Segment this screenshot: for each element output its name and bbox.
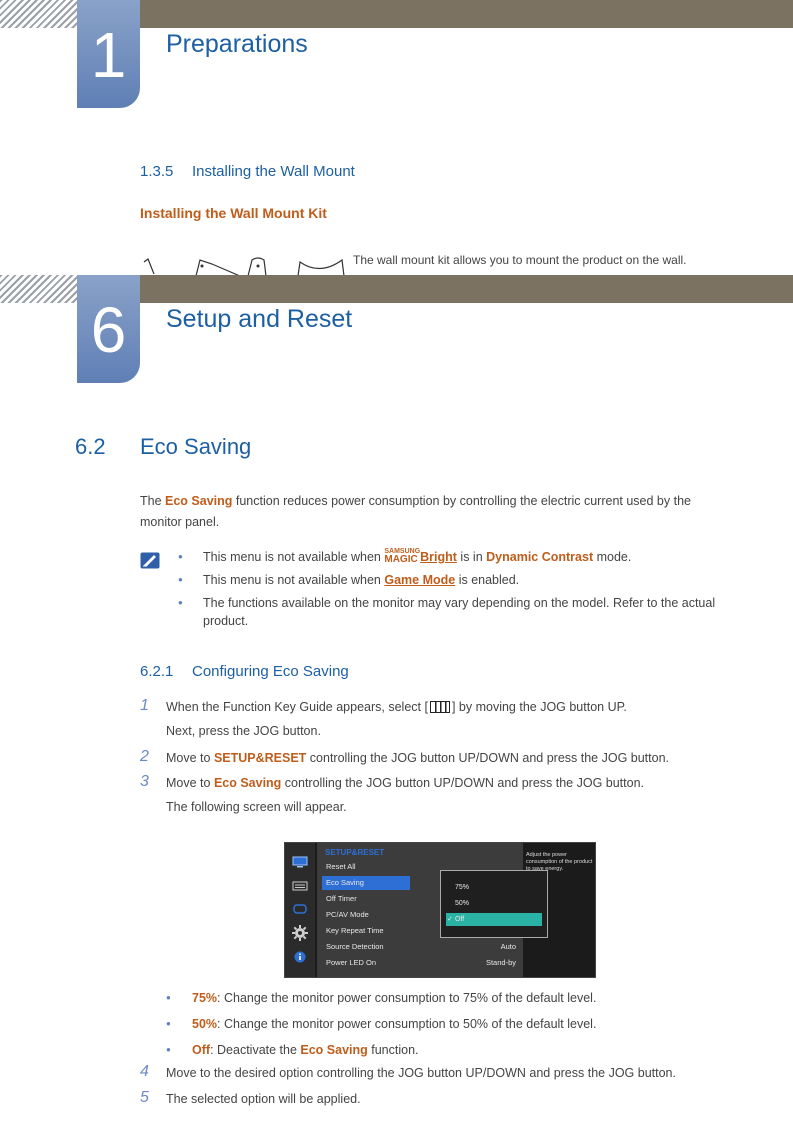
osd-item-power-led-on[interactable]: Power LED On Stand-by [326, 958, 516, 967]
osd-item-off-timer[interactable]: Off Timer [326, 894, 357, 903]
section-heading-1-3-5 [140, 163, 355, 180]
chapter-number: 6 [90, 294, 127, 366]
chapter-number: 1 [90, 19, 127, 91]
osd-item-source-detection[interactable]: Source Detection Auto [326, 942, 516, 951]
keyboard-icon [292, 880, 308, 892]
option-item: ● 50%: Change the monitor power consumption to 50% of the default level. [166, 1015, 596, 1033]
magic-bright-link[interactable]: Bright [420, 550, 457, 564]
header-hatch-1 [0, 0, 79, 28]
intro-paragraph: The Eco Saving function reduces power consumption by controlling the electric current used by the monitor panel. [140, 494, 691, 529]
note-item: ● This menu is not available when SAMSUNG MAGIC Bright is in Dynamic Contrast mode. [178, 548, 718, 566]
chapter-tab-1 [77, 0, 140, 108]
monitor-icon [292, 856, 308, 868]
chapter-title: Setup and Reset [166, 305, 353, 333]
osd-item-pc-av-mode[interactable]: PC/AV Mode [326, 910, 369, 919]
section-number: 6.2.1 [140, 663, 174, 680]
note-icon [140, 552, 160, 569]
osd-help-text: Adjust the power consumption of the product to save energy. [526, 852, 593, 872]
note-item: ● This menu is not available when Game Mode is enabled. [178, 571, 718, 589]
header-hatch-6 [0, 275, 79, 303]
osd-item-eco-saving[interactable]: Eco Saving [322, 876, 410, 890]
gear-icon [292, 925, 308, 941]
section-number: 1.3.5 [140, 163, 174, 180]
osd-submenu [440, 870, 548, 938]
section-title: Configuring Eco Saving [192, 663, 349, 680]
section-number-6-2: 6.2 [75, 434, 106, 459]
osd-menu [317, 843, 523, 977]
header-bar-1 [140, 0, 793, 28]
magic-logo: SAMSUNG MAGIC [384, 548, 421, 565]
osd-item-key-repeat-time[interactable]: Key Repeat Time [326, 926, 384, 935]
option-item: ● Off: Deactivate the Eco Saving function. [166, 1041, 596, 1059]
osd-option-off[interactable]: ✓ Off [446, 913, 542, 926]
osd-screenshot [284, 842, 596, 978]
option-list [166, 989, 596, 1067]
section-title: Installing the Wall Mount [192, 163, 355, 180]
osd-sidebar [285, 843, 315, 977]
picture-size-icon [292, 903, 308, 915]
chapter-title: Preparations [166, 30, 308, 58]
header-bar-6 [140, 275, 793, 303]
osd-menu-title: SETUP&RESET [325, 848, 385, 857]
chapter-tab-6 [77, 275, 140, 383]
option-item: ● 75%: Change the monitor power consumption to 75% of the default level. [166, 989, 596, 1007]
osd-option-75[interactable]: 75% [455, 884, 470, 891]
check-icon: ✓ [447, 916, 453, 923]
wall-mount-kit-illustration [140, 254, 350, 276]
osd-option-50[interactable]: 50% [455, 900, 470, 907]
note-item: ● The functions available on the monitor may vary depending on the model. Refer to the actual product. [178, 594, 718, 630]
game-mode-link[interactable]: Game Mode [384, 573, 456, 587]
subsection-heading: Installing the Wall Mount Kit [140, 205, 327, 221]
section-heading-6-2-1 [140, 663, 349, 680]
note-list [178, 548, 718, 635]
function-key-icon [430, 701, 450, 713]
section-title-eco-saving: Eco Saving [140, 434, 252, 459]
info-icon [292, 951, 308, 963]
osd-item-reset-all[interactable]: Reset All [326, 862, 356, 871]
wall-mount-text: The wall mount kit allows you to mount the product on the wall. [353, 253, 687, 267]
